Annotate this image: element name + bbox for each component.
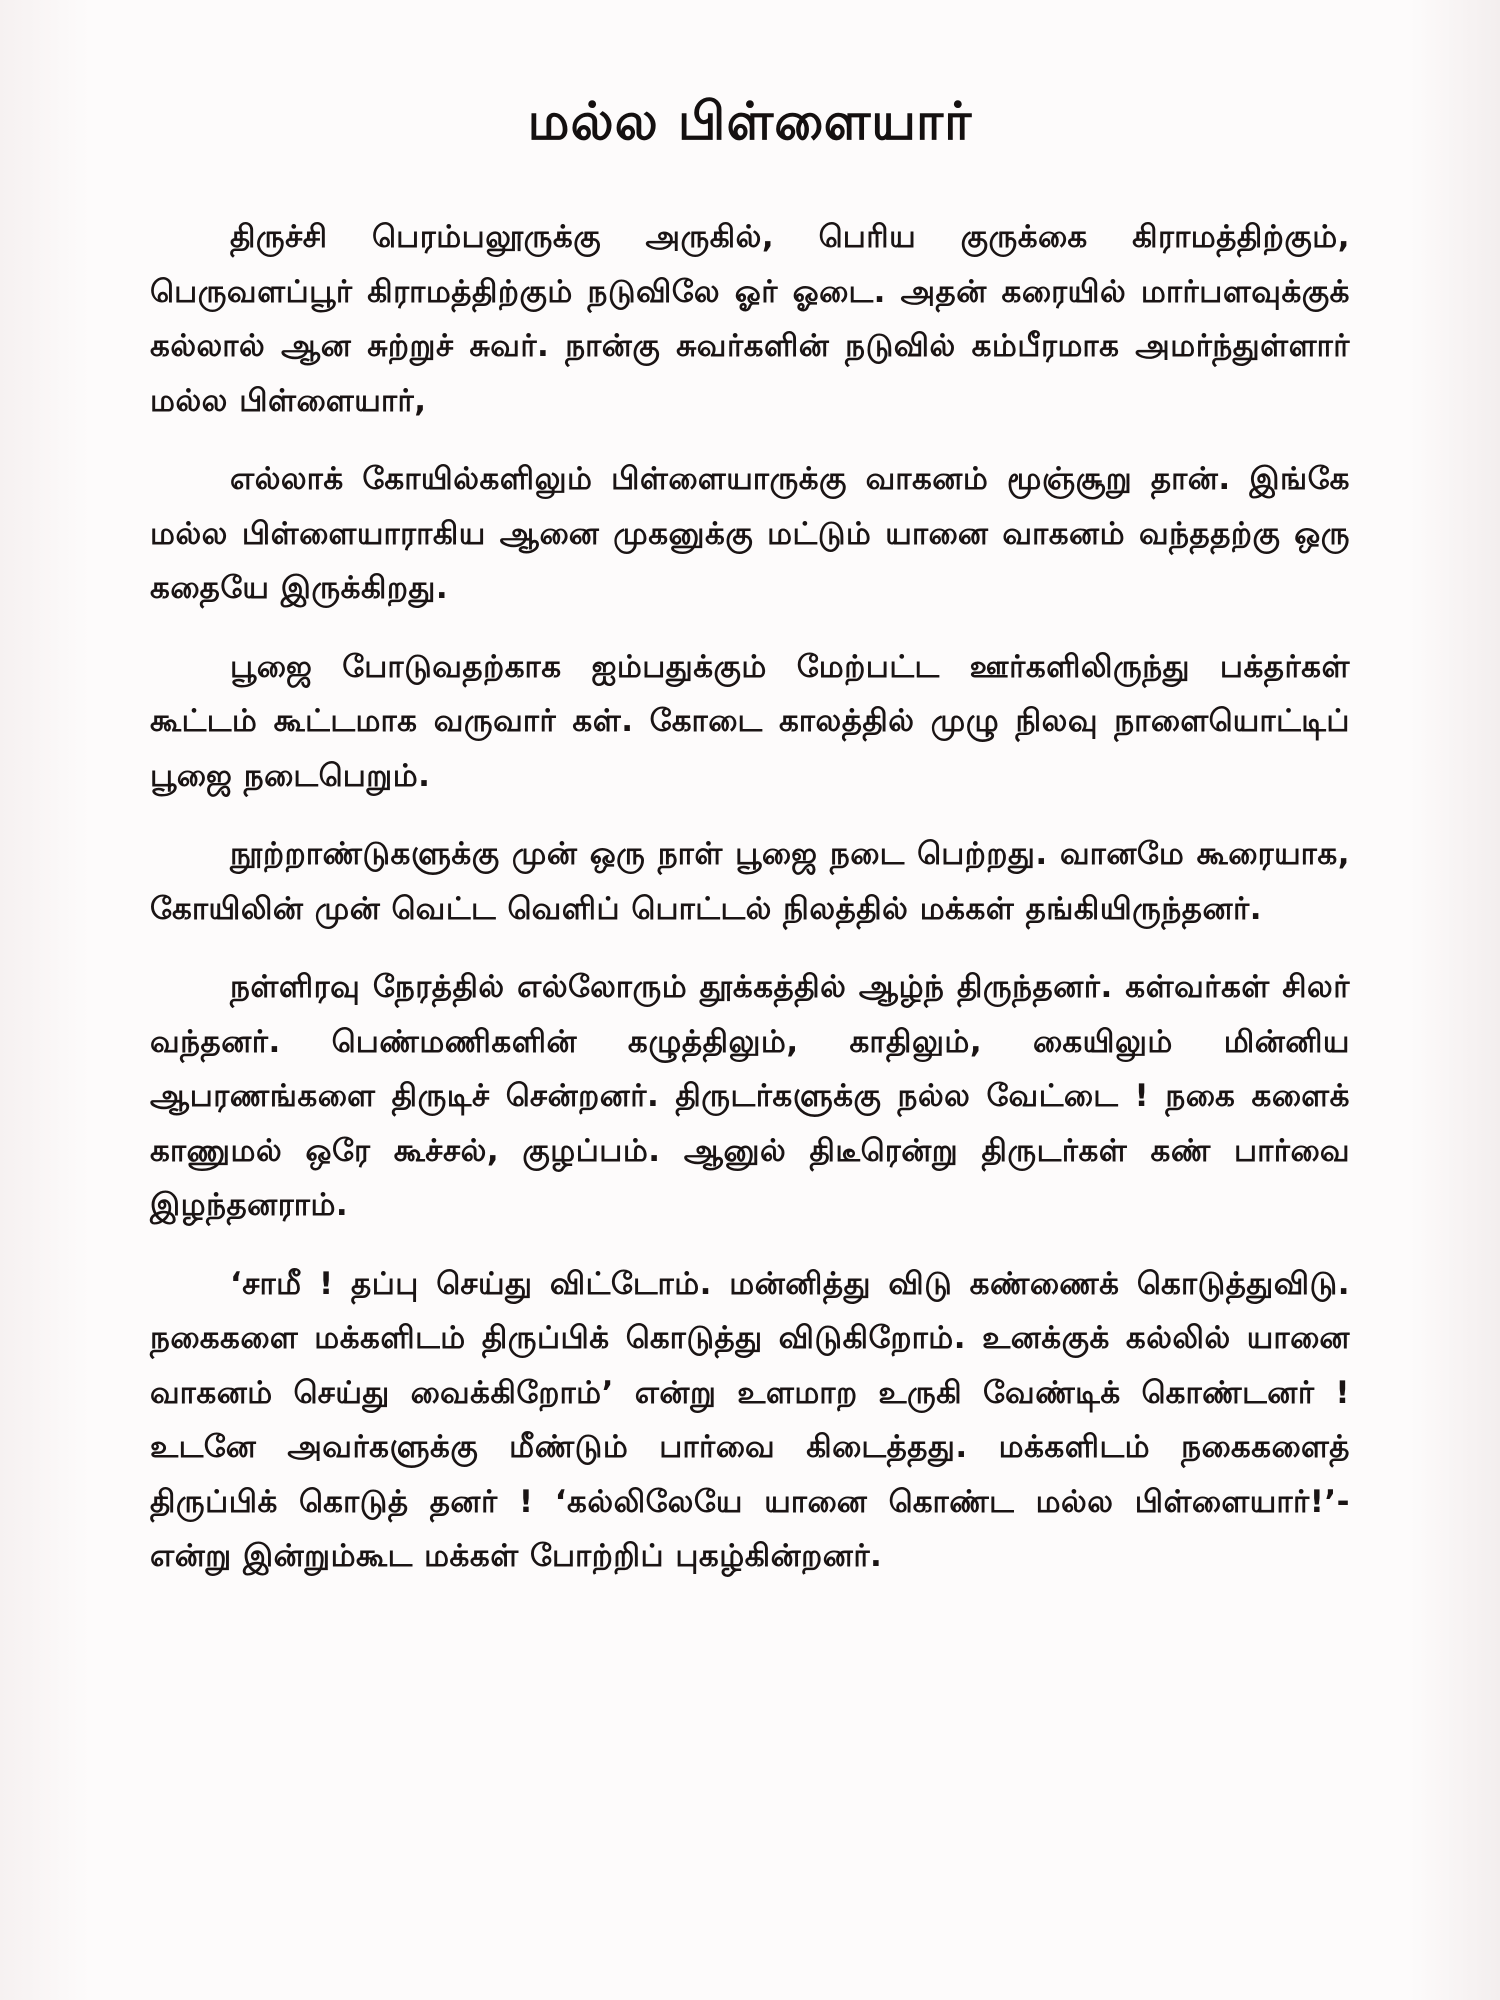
- paragraph-2: எல்லாக் கோயில்களிலும் பிள்ளையாருக்கு வாகனம் மூஞ்சூறு தான். இங்கே மல்ல பிள்ளையாராகிய ஆனை முகனுக்கு மட்டும் யானை வாகனம் வந்ததற்கு ஒரு கதையே இருக்கிறது.: [150, 461, 1350, 606]
- paragraph-5: நள்ளிரவு நேரத்தில் எல்லோரும் தூக்கத்தில் ஆழ்ந் திருந்தனர். கள்வர்கள் சிலர் வந்தனர். பெண்மணிகளின் கழுத்திலும், காதிலும், கையிலும் மின்னிய ஆபரணங்களை திருடிச் சென்றனர். திருடர்களுக்கு நல்ல வேட்டை ! நகை களைக் காணுமல் ஒரே கூச்சல், குழப்பம். ஆனுல் திடீரென்று திருடர்கள் கண் பார்வை இழந்தனராம்.: [150, 969, 1350, 1223]
- paragraph-4: நூற்றாண்டுகளுக்கு முன் ஒரு நாள் பூஜை நடை பெற்றது. வானமே கூரையாக, கோயிலின் முன் வெட்ட வெளிப் பொட்டல் நிலத்தில் மக்கள் தங்கியிருந்தனர்.: [150, 836, 1350, 927]
- page-title: மல்ல பிள்ளையார்: [527, 92, 973, 152]
- paragraph-3: பூஜை போடுவதற்காக ஐம்பதுக்கும் மேற்பட்ட ஊர்களிலிருந்து பக்தர்கள் கூட்டம் கூட்டமாக வருவார் கள். கோடை காலத்தில் முழு நிலவு நாளையொட்டிப் பூஜை நடைபெறும்.: [150, 648, 1350, 794]
- paragraph-1: திருச்சி பெரம்பலூருக்கு அருகில், பெரிய குருக்கை கிராமத்திற்கும், பெருவளப்பூர் கிராமத்திற்கும் நடுவிலே ஓர் ஓடை. அதன் கரையில் மார்பளவுக்குக் கல்லால் ஆன சுற்றுச் சுவர். நான்கு சுவர்களின் நடுவில் கம்பீரமாக அமர்ந்துள்ளார் மல்ல பிள்ளையார்,: [150, 219, 1350, 419]
- article-body: [150, 210, 1350, 1608]
- paragraph-6: ‘சாமீ ! தப்பு செய்து விட்டோம். மன்னித்து விடு கண்ணைக் கொடுத்துவிடு. நகைகளை மக்களிடம் திருப்பிக் கொடுத்து விடுகிறோம். உனக்குக் கல்லில் யானை வாகனம் செய்து வைக்கிறோம்’ என்று உளமாற உருகி வேண்டிக் கொண்டனர் ! உடனே அவர்களுக்கு மீண்டும் பார்வை கிடைத்தது. மக்களிடம் நகைகளைத் திருப்பிக் கொடுத் தனர் ! ‘கல்லிலேயே யானை கொண்ட மல்ல பிள்ளையார்!’- என்று இன்றும்கூட மக்கள் போற்றிப் புகழ்கின்றனர்.: [150, 1265, 1350, 1574]
